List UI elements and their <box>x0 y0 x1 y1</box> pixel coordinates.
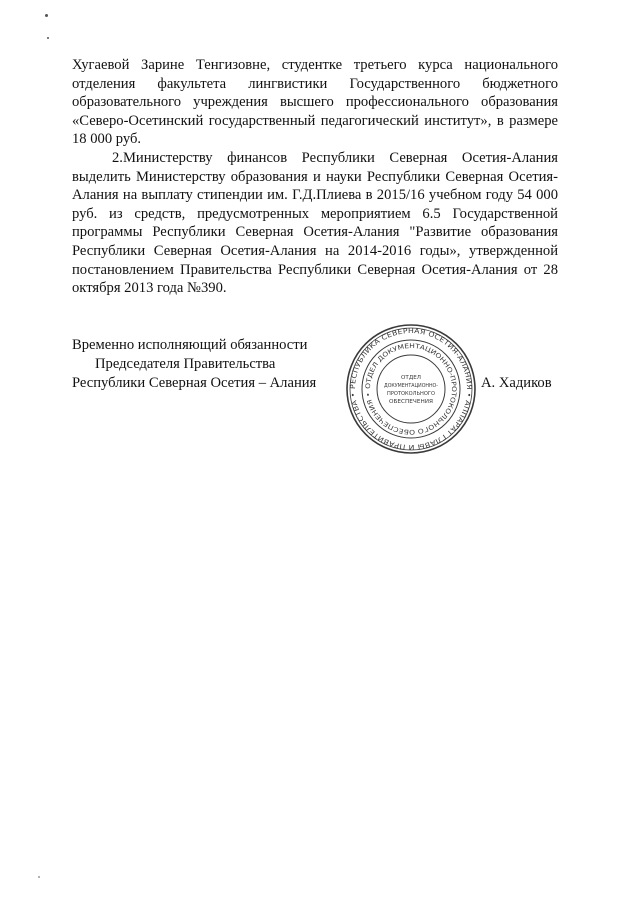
paragraph-2: 2.Министерству финансов Республики Северная Осетия-Алания выделить Министерству образования и науки Республики Северная Осетия-Алания на выплату стипендии им. Г.Д.Плиева в 2015/16 учебном году 54 000 руб. из средств, предусмотренных мероприятием 6.5 Государственной программы Республики Северная Осетия-Алания "Развитие образования Республики Северная Осетия-Алания на 2014-2016 годы», утвержденной постановлением Правительства Республики Северная Осетия-Алания от 28 октября 2013 года №390. <box>72 149 558 297</box>
scan-speck <box>45 14 48 17</box>
resolution-body <box>72 56 558 298</box>
signer-title-line-1: Временно исполняющий обязанности <box>72 337 308 353</box>
stamp-center-line-2: ДОКУМЕНТАЦИОННО- <box>384 383 438 389</box>
signer-title-line-3: Республики Северная Осетия – Алания <box>72 375 317 391</box>
stamp-outer-text: РЕСПУБЛИКА СЕВЕРНАЯ ОСЕТИЯ-АЛАНИЯ • АППАРАТ ГЛАВЫ И ПРАВИТЕЛЬСТВА • <box>348 326 474 452</box>
paragraph-1: Хугаевой Зарине Тенгизовне, студентке третьего курса национального отделения факультета лингвистики Государственного бюджетного образовательного учреждения высшего профессионального образования «Северо-Осетинский государственный педагогический институт», в размере 18 000 руб. <box>72 57 558 148</box>
signer-title-line-2: Председателя Правительства <box>95 356 276 372</box>
official-stamp-seal <box>345 323 477 455</box>
scan-speck <box>38 876 40 878</box>
stamp-center-line-1: ОТДЕЛ <box>401 375 421 381</box>
stamp-inner-ring <box>377 355 445 423</box>
stamp-center-line-3: ПРОТОКОЛЬНОГО <box>387 391 436 397</box>
signer-name: А. Хадиков <box>481 375 552 391</box>
stamp-inner-text: ОТДЕЛ ДОКУМЕНТАЦИОННО-ПРОТОКОЛЬНОГО ОБЕСПЕЧЕНИЯ • <box>363 341 459 437</box>
stamp-center-line-4: ОБЕСПЕЧЕНИЯ <box>389 399 434 405</box>
scan-speck <box>47 37 49 39</box>
